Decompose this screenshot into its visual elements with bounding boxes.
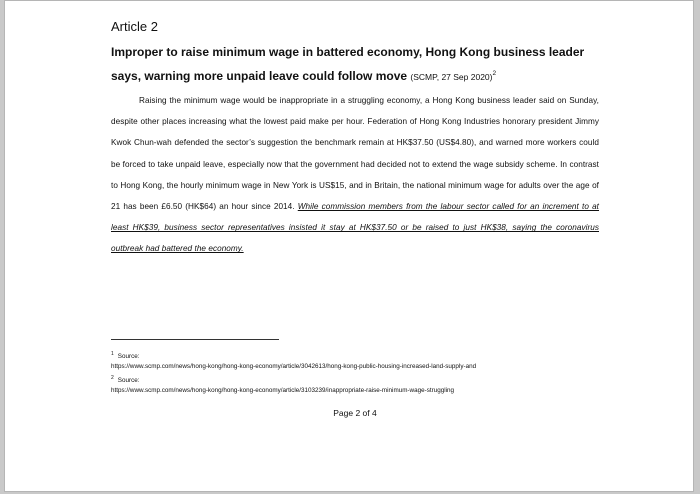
page-number: Page 2 of 4 [333, 408, 377, 418]
article-content [111, 15, 599, 260]
footnote-2 [111, 373, 599, 386]
footnote-1 [111, 349, 599, 362]
footnote-separator [111, 339, 279, 340]
headline-citation: (SCMP, 27 Sep 2020) [410, 72, 493, 82]
footnotes [111, 349, 599, 396]
article-headline [111, 42, 599, 88]
document-page [4, 0, 694, 492]
footnote-marker: 2 [111, 374, 114, 381]
citation-footnote-marker: 2 [492, 70, 497, 77]
footnote-label: Source: [117, 376, 140, 384]
headline-text: Improper to raise minimum wage in battered economy, Hong Kong business leader says, warning more unpaid leave could follow move [111, 45, 585, 83]
footnote-url[interactable]: https://www.scmp.com/news/hong-kong/hong-kong-economy/article/3103239/inappropriate-raise-minimum-wage-struggling [111, 386, 454, 394]
body-paragraph: Raising the minimum wage would be inappropriate in a struggling economy, a Hong Kong business leader said on Sunday, despite other places increasing what the lowest paid make per hour. Federation of Hong Kong Industries honorary president Jimmy Kwok Chun-wah defended the sector’s suggestion the benchmark remain at HK$37.50 (US$4.80), and warned more workers could be forced to take unpaid leave, especially now that the government had decided not to extend the wage subsidy scheme. In contrast to Hong Kong, the hourly minimum wage in New York is US$15, and in Britain, the national minimum wage for adults over the age of 21 has been £6.50 (HK$64) an hour since 2014. [111, 96, 599, 212]
footnote-label: Source: [117, 353, 140, 361]
footnote-marker: 1 [111, 351, 114, 357]
underlined-passage: While commission members from the labour sector called for an increment to at least HK$39, business sector representatives insisted it stay at HK$37.50 or be raised to just HK$38, saying the coronavirus outbreak had battered the economy. [111, 202, 600, 254]
footnote-url[interactable]: https://www.scmp.com/news/hong-kong/hong-kong-economy/article/3042613/hong-kong-public-housing-increased-land-supply-and [111, 363, 477, 371]
article-label: Article 2 [111, 19, 158, 34]
article-body [111, 90, 599, 260]
